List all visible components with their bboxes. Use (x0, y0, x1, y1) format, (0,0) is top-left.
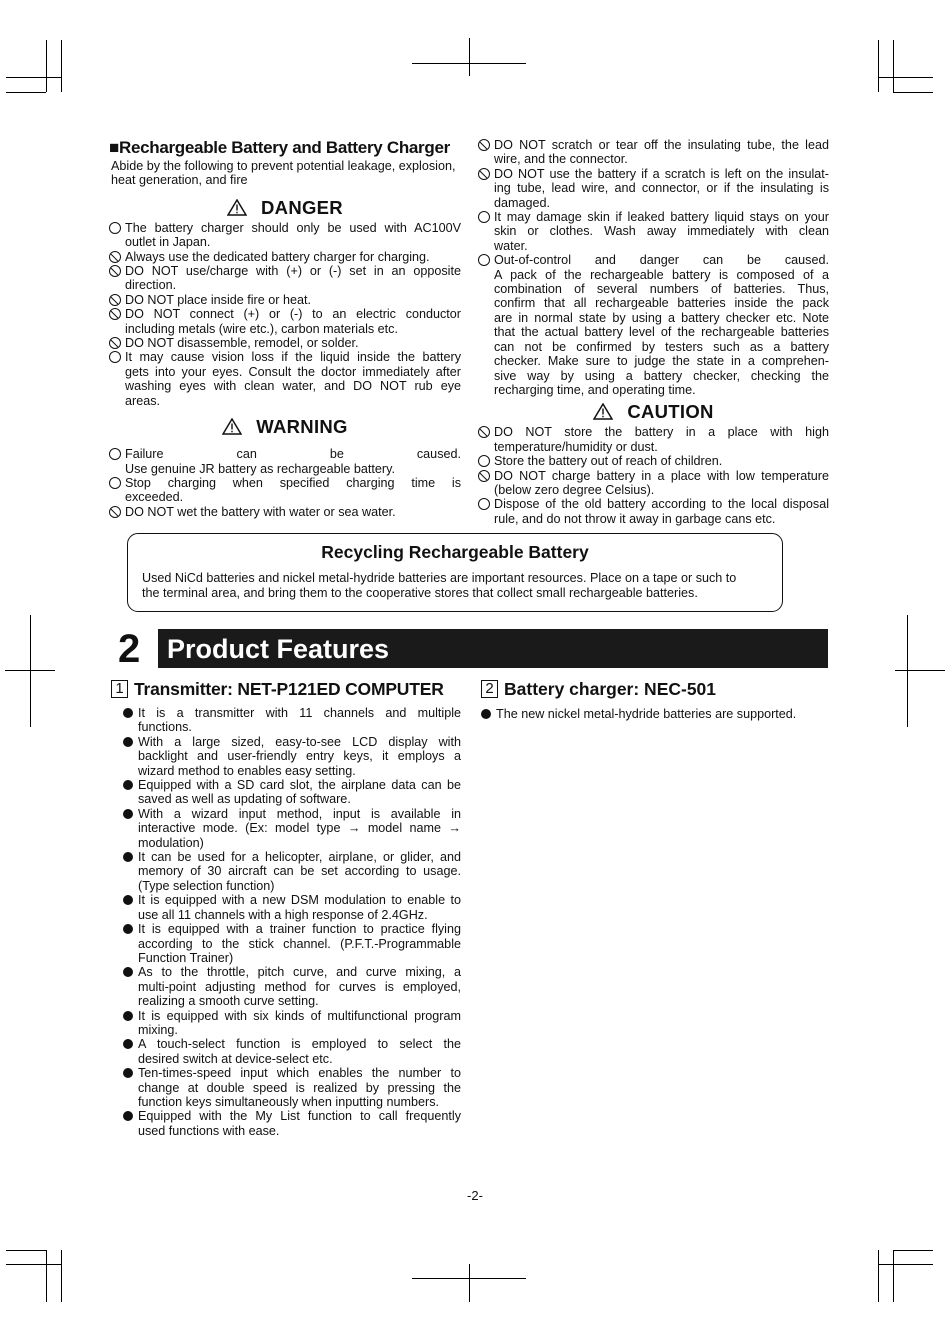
prohibited-icon (109, 506, 121, 518)
list-item (478, 454, 829, 468)
prohibited-icon (109, 265, 121, 277)
danger-list (109, 221, 461, 408)
charger-title: Battery charger: NEC-501 (504, 679, 717, 699)
section-title: ■Rechargeable Battery and Battery Charger (109, 138, 450, 157)
charger-feature-list (481, 707, 826, 721)
item-line: (below zero degree Celsius). (494, 482, 655, 497)
item-line: DO NOT charge battery in a place with low temperature (494, 468, 829, 483)
circle-icon (478, 498, 490, 510)
item-text (494, 167, 829, 210)
list-item (478, 210, 829, 253)
item-line: DO NOT scratch or tear off the insulating tube, the lead (494, 138, 829, 152)
list-item (109, 221, 461, 250)
list-item (109, 476, 461, 505)
feature-line: Ten-times-speed input which enables the number to (138, 1066, 461, 1081)
item-line: Stop charging when specified charging time is (125, 475, 461, 490)
feature-text (138, 922, 461, 965)
feature-line: memory of 30 aircraft can be set according to usage. (138, 864, 461, 879)
feature-text (138, 706, 461, 735)
feature-line: It is equipped with a trainer function to practice flying (138, 922, 461, 937)
battery-right-column (478, 138, 829, 526)
feature-line: function keys simultaneously when inputting numbers. (138, 1094, 440, 1109)
prohibited-icon (109, 251, 121, 263)
feature-item (123, 965, 461, 1008)
feature-line: saved as well as updating of software. (138, 792, 351, 807)
bullet-icon (481, 709, 491, 719)
item-line: Out-of-control and danger can be caused. (494, 253, 829, 268)
prohibited-icon (478, 139, 490, 151)
battery-left-column (109, 138, 461, 519)
feature-line: As to the throttle, pitch curve, and curve mixing, a (138, 965, 461, 980)
chapter-title: Product Features (158, 629, 828, 668)
feature-line: It is equipped with six kinds of multifunctional program (138, 1008, 461, 1023)
section-intro: Abide by the following to prevent potential leakage, explosion, heat generation, and fire (111, 159, 456, 188)
item-text (125, 505, 461, 519)
list-item (478, 469, 829, 498)
item-line: sive way by using a battery checker, checking the (494, 368, 829, 383)
feature-line: With a wizard input method, input is available in (138, 806, 461, 821)
item-line: combination of several numbers of batteries. Thus, (494, 282, 829, 297)
item-text (494, 454, 829, 468)
item-line: DO NOT use/charge with (+) or (-) set in an opposite (125, 264, 461, 279)
item-text (494, 497, 829, 526)
prohibited-icon (478, 426, 490, 438)
caution-heading: CAUTION (478, 401, 829, 423)
item-line: confirm that all rechargeable batteries inside the pack (494, 296, 829, 311)
caution-list (478, 425, 829, 526)
page-number: -2- (467, 1188, 483, 1203)
feature-line: wizard method to enables easy setting. (138, 763, 356, 778)
feature-line: The new nickel metal-hydride batteries are supported. (496, 707, 797, 721)
feature-text (138, 965, 461, 1008)
item-line: skin or clothes. Wash away immediately with clean (494, 224, 829, 239)
item-line: DO NOT use the battery if a scratch is left on the insulat- (494, 166, 829, 181)
item-text (125, 336, 461, 350)
recycling-line: Used NiCd batteries and nickel metal-hydride batteries are important resources. Place on a tape or such to (142, 571, 737, 585)
item-line: Store the battery out of reach of children. (494, 454, 723, 469)
item-line: It may damage skin if leaked battery liquid stays on your (494, 210, 829, 225)
item-text (494, 138, 829, 167)
list-item (109, 447, 461, 476)
feature-item (123, 807, 461, 850)
feature-line: backlight and user-friendly entry keys, it employs a (138, 749, 461, 764)
bullet-icon (123, 1068, 133, 1078)
prohibited-icon (478, 470, 490, 482)
feature-line: functions. (138, 720, 192, 735)
warning-heading: WARNING (109, 416, 461, 438)
feature-line: multi-point adjusting method for curves is employed, (138, 979, 461, 994)
bullet-icon (123, 809, 133, 819)
item-line: recharging time, and operating time. (494, 382, 696, 397)
bullet-icon (123, 1111, 133, 1121)
subsection-number: 1 (111, 680, 128, 698)
bullet-icon (123, 852, 133, 862)
item-line: exceeded. (125, 490, 184, 505)
bullet-icon (123, 1039, 133, 1049)
feature-line: change at double speed is realized by pressing the (138, 1080, 461, 1095)
feature-text (138, 1066, 461, 1109)
feature-text (138, 778, 461, 807)
feature-text (496, 707, 826, 721)
list-item (478, 253, 829, 397)
item-line: are in normal state by using a battery checker etc. Note (494, 310, 829, 325)
list-item (478, 425, 829, 454)
feature-item (123, 893, 461, 922)
item-line: checker. Make sure to judge the state in a comprehen- (494, 354, 829, 369)
bullet-icon (123, 737, 133, 747)
item-text (125, 250, 461, 264)
item-line: A pack of the rechargeable battery is composed of a (494, 267, 829, 282)
bullet-icon (123, 1011, 133, 1021)
feature-line: With a large sized, easy-to-see LCD display with (138, 734, 461, 749)
circle-icon (478, 254, 490, 266)
recycling-text (142, 571, 774, 601)
feature-text (138, 1109, 461, 1138)
circle-icon (109, 477, 121, 489)
list-item (109, 350, 461, 408)
item-text (125, 293, 461, 307)
warning-list (109, 447, 461, 519)
item-line: Failure can be caused. (125, 447, 461, 462)
item-text (125, 221, 461, 250)
list-item (109, 336, 461, 350)
item-text (125, 476, 461, 505)
item-line: damaged. (494, 195, 551, 210)
feature-line: according to the stick channel. (P.F.T.-Programmable (138, 936, 461, 951)
feature-line: Equipped with the My List function to call frequently (138, 1109, 461, 1124)
danger-heading: DANGER (109, 197, 461, 219)
feature-item (123, 706, 461, 735)
feature-item (123, 1037, 461, 1066)
list-item (478, 167, 829, 210)
circle-icon (109, 448, 121, 460)
item-line: gets into your eyes. Consult the doctor immediately after (125, 364, 461, 379)
feature-line: mixing. (138, 1022, 178, 1037)
item-line: It may cause vision loss if the liquid inside the battery (125, 350, 461, 365)
item-line: that the actual battery level of the rechargeable batteries (494, 325, 829, 340)
list-item (478, 138, 829, 167)
circle-icon (478, 455, 490, 467)
bullet-icon (123, 780, 133, 790)
feature-item (123, 922, 461, 965)
list-item (109, 250, 461, 264)
item-line: water. (494, 238, 528, 253)
item-line: washing eyes with clean water, and DO NOT rub eye (125, 379, 461, 394)
feature-item (481, 707, 826, 721)
item-line: DO NOT place inside fire or heat. (125, 292, 311, 307)
feature-item (123, 778, 461, 807)
feature-text (138, 735, 461, 778)
item-line: DO NOT disassemble, remodel, or solder. (125, 336, 359, 351)
item-line: DO NOT connect (+) or (-) to an electric conductor (125, 307, 461, 322)
item-text (125, 307, 461, 336)
prohibited-icon (109, 308, 121, 320)
item-line: rule, and do not throw it away in garbage cans etc. (494, 511, 776, 526)
list-item (109, 307, 461, 336)
item-text (125, 350, 461, 408)
charger-heading (481, 679, 716, 699)
item-text (494, 253, 829, 397)
feature-line: use all 11 channels with a high response of 2.4GHz. (138, 907, 428, 922)
circle-icon (478, 211, 490, 223)
warning-triangle-icon (227, 199, 247, 216)
recycling-title: Recycling Rechargeable Battery (321, 542, 589, 562)
feature-item (123, 735, 461, 778)
feature-text (138, 807, 461, 850)
circle-icon (109, 222, 121, 234)
prohibited-icon (478, 168, 490, 180)
transmitter-title: Transmitter: NET-P121ED COMPUTER (134, 679, 444, 699)
bullet-icon (123, 924, 133, 934)
feature-line: modulation) (138, 835, 204, 850)
recycling-line: the terminal area, and bring them to the cooperative stores that collect small rechargeable batteries. (142, 586, 698, 600)
prohibited-icon (109, 337, 121, 349)
feature-item (123, 1009, 461, 1038)
feature-line: It is equipped with a new DSM modulation to enable to (138, 893, 461, 908)
item-line: The battery charger should only be used with AC100V (125, 220, 461, 235)
feature-item (123, 1066, 461, 1109)
feature-text (138, 1009, 461, 1038)
chapter-number: 2 (118, 627, 141, 671)
transmitter-feature-list (123, 706, 461, 1138)
feature-line: used functions with ease. (138, 1123, 280, 1138)
feature-line: interactive mode. (Ex: model type → model name → (138, 821, 461, 836)
recycling-box (127, 533, 783, 612)
feature-line: A touch-select function is employed to select the (138, 1037, 461, 1052)
item-line: DO NOT store the battery in a place with high (494, 425, 829, 440)
item-text (494, 425, 829, 454)
item-text (494, 469, 829, 498)
item-line: outlet in Japan. (125, 235, 211, 250)
circle-icon (109, 351, 121, 363)
item-text (125, 264, 461, 293)
right-list (478, 138, 829, 397)
transmitter-heading (111, 679, 444, 699)
item-line: Dispose of the old battery according to the local disposal (494, 497, 829, 512)
bullet-icon (123, 895, 133, 905)
prohibited-icon (109, 294, 121, 306)
list-item (109, 505, 461, 519)
item-line: Always use the dedicated battery charger for charging. (125, 249, 430, 264)
warning-triangle-icon (593, 403, 613, 420)
item-line: can not be confirmed by testers such as a battery (494, 339, 829, 354)
feature-line: Equipped with a SD card slot, the airplane data can be (138, 778, 461, 793)
feature-line: (Type selection function) (138, 878, 275, 893)
item-line: areas. (125, 393, 161, 408)
item-line: DO NOT wet the battery with water or sea water. (125, 504, 396, 519)
item-line: ing tube, lead wire, and connector, or if the insulating is (494, 181, 829, 196)
item-text (125, 447, 461, 476)
feature-text (138, 893, 461, 922)
item-line: wire, and the connector. (494, 152, 628, 167)
feature-line: Function Trainer) (138, 950, 234, 965)
feature-line: It is a transmitter with 11 channels and multiple (138, 706, 461, 720)
subsection-number: 2 (481, 680, 498, 698)
bullet-icon (123, 708, 133, 718)
feature-text (138, 850, 461, 893)
feature-line: It can be used for a helicopter, airplane, or glider, and (138, 850, 461, 865)
item-line: Use genuine JR battery as rechargeable battery. (125, 461, 395, 476)
item-line: direction. (125, 278, 177, 293)
feature-line: realizing a smooth curve setting. (138, 994, 319, 1009)
list-item (478, 497, 829, 526)
item-text (494, 210, 829, 253)
feature-line: desired switch at device-select etc. (138, 1051, 333, 1066)
warning-triangle-icon (222, 418, 242, 435)
item-line: temperature/humidity or dust. (494, 439, 658, 454)
list-item (109, 264, 461, 293)
feature-item (123, 1109, 461, 1138)
item-line: including metals (wire etc.), carbon materials etc. (125, 321, 398, 336)
feature-text (138, 1037, 461, 1066)
list-item (109, 293, 461, 307)
bullet-icon (123, 967, 133, 977)
feature-item (123, 850, 461, 893)
